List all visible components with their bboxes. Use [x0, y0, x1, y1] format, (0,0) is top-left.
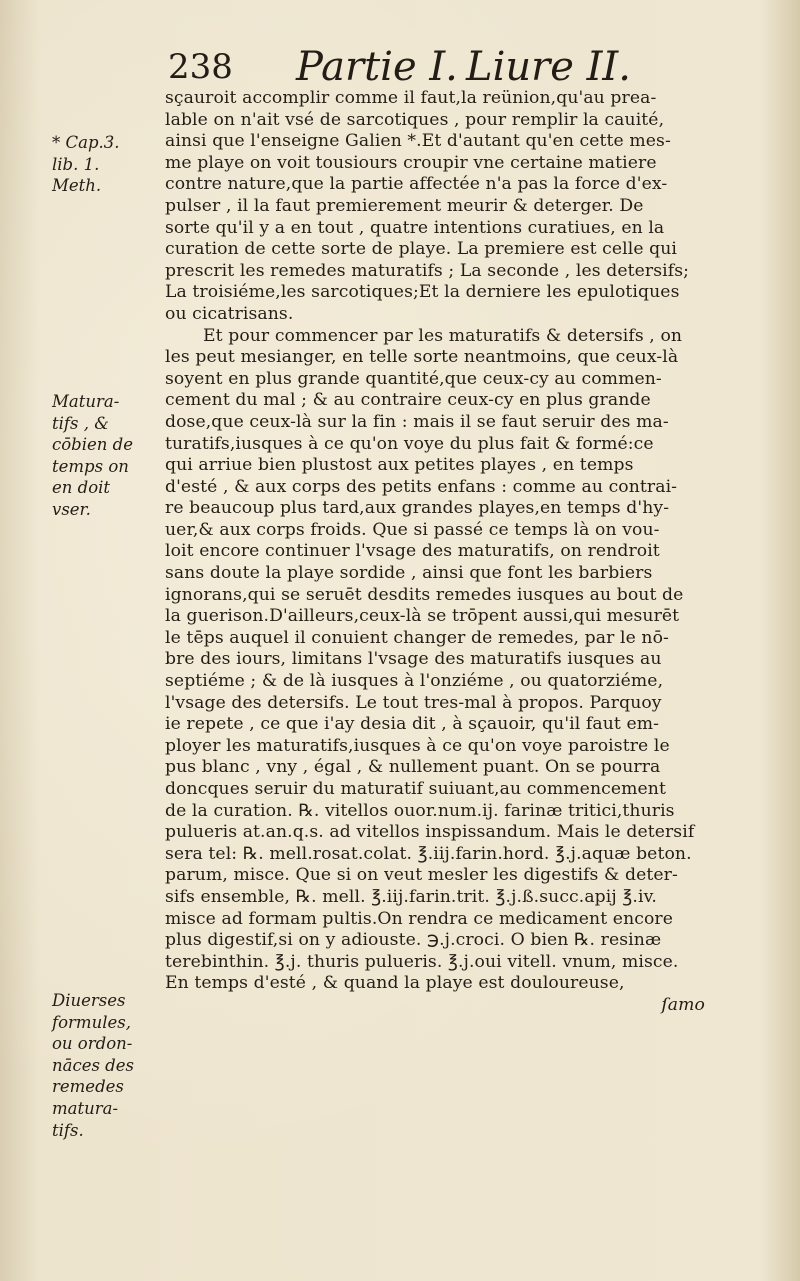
- margin-line: vser.: [52, 499, 91, 519]
- text-line: ainsi que l'enseigne Galien *.Et d'autant qu'en cette mes-: [165, 131, 671, 152]
- text-line: prescrit les remedes maturatifs ; La seconde , les detersifs;: [165, 260, 690, 281]
- text-line: pulueris at.an.q.s. ad vitellos inspissandum. Mais le detersif: [165, 822, 695, 843]
- text-line: ie repete , ce que i'ay desia dit , à sçauoir, qu'il faut em-: [165, 714, 660, 735]
- margin-line: nāces des: [52, 1055, 134, 1075]
- margin-line: Meth.: [52, 176, 102, 196]
- text-line: la guerison.D'ailleurs,ceux-là se trōpent aussi,qui mesurēt: [165, 606, 680, 627]
- running-header: [0, 42, 800, 92]
- text-line: sans doute la playe sordide , ainsi que font les barbiers: [165, 563, 653, 584]
- text-line: lable on n'ait vsé de sarcotiques , pour remplir la cauité,: [165, 109, 665, 130]
- text-line: turatifs,iusques à ce qu'on voye du plus fait & formé:ce: [165, 433, 654, 454]
- text-line: parum, misce. Que si on veut mesler les digestifs & deter-: [165, 865, 678, 886]
- text-line: soyent en plus grande quantité,que ceux-cy au commen-: [165, 368, 662, 389]
- text-line: de la curation. ℞. vitellos ouor.num.ij. farinæ tritici,thuris: [165, 800, 675, 821]
- margin-note-formules: [52, 990, 152, 1141]
- text-line: curation de cette sorte de playe. La premiere est celle qui: [165, 239, 678, 260]
- body-text: [165, 88, 745, 1017]
- margin-line: ou ordon-: [52, 1034, 133, 1054]
- text-line: ployer les maturatifs,iusques à ce qu'on voye paroistre le: [165, 735, 670, 756]
- text-line: sifs ensemble, ℞. mell. ℥.iij.farin.trit. ℥.j.ß.succ.apij ℥.iv.: [165, 886, 657, 907]
- catchword: ſamo: [661, 994, 705, 1015]
- text-line: doncques seruir du maturatif suiuant,au commencement: [165, 779, 666, 799]
- margin-note-maturatifs: [52, 391, 152, 521]
- text-line: dose,que ceux-là sur la fin : mais il se faut seruir des ma-: [165, 411, 669, 432]
- margin-line: formules,: [52, 1012, 131, 1032]
- text-line: septiéme ; & de là iusques à l'onziéme , ou quatorziéme,: [165, 671, 664, 692]
- book-title: Liure II.: [466, 44, 631, 90]
- text-line: La troisiéme,les sarcotiques;Et la derniere les epulotiques: [165, 282, 680, 303]
- page-number: 238: [168, 47, 233, 87]
- margin-line: * Cap.3.: [52, 133, 120, 152]
- margin-line: tifs.: [52, 1120, 84, 1140]
- text-line: bre des iours, limitans l'vsage des maturatifs iusques au: [165, 649, 662, 670]
- margin-line: remedes: [52, 1077, 124, 1097]
- text-line: ignorans,qui se seruēt desdits remedes iusques au bout de: [165, 584, 684, 605]
- text-line: ou cicatrisans.: [165, 303, 294, 324]
- margin-line: Diuerses: [52, 991, 126, 1010]
- text-line: misce ad formam pultis.On rendra ce medicament encore: [165, 908, 674, 929]
- margin-note-galien-ref: [52, 132, 152, 197]
- text-line: terebinthin. ℥.j. thuris pulueris. ℥.j.oui vitell. vnum, misce.: [165, 951, 679, 972]
- text-line: d'esté , & aux corps des petits enfans : comme au contrai-: [165, 476, 678, 497]
- text-line: En temps d'esté , & quand la playe est douloureuse,: [165, 973, 625, 994]
- text-line: loit encore continuer l'vsage des maturatifs, on rendroit: [165, 541, 660, 562]
- text-line: les peut mesianger, en telle sorte neantmoins, que ceux-là: [165, 347, 679, 368]
- margin-line: cōbien de: [52, 435, 133, 455]
- text-line: me playe on voit tousiours croupir vne certaine matiere: [165, 152, 657, 173]
- text-line: sorte qu'il y a en tout , quatre intentions curatiues, en la: [165, 217, 665, 238]
- text-line: contre nature,que la partie affectée n'a pas la force d'ex-: [165, 174, 668, 195]
- text-line: re beaucoup plus tard,aux grandes playes,en temps d'hy-: [165, 498, 670, 519]
- text-line: plus digestif,si on y adiouste. ℈.j.croci. O bien ℞. resinæ: [165, 930, 662, 951]
- text-line: sçauroit accomplir comme il faut,la reünion,qu'au prea-: [165, 88, 657, 108]
- margin-line: tifs , &: [52, 413, 109, 433]
- margin-line: temps on: [52, 456, 129, 476]
- text-line: le tēps auquel il conuient changer de remedes, par le nō-: [165, 627, 669, 648]
- text-line: uer,& aux corps froids. Que si passé ce temps là on vou-: [165, 519, 660, 540]
- text-line: Et pour commencer par les maturatifs & detersifs , on: [203, 325, 683, 346]
- margin-line: en doit: [52, 478, 111, 498]
- text-line: pulser , il la faut premierement meurir & deterger. De: [165, 195, 644, 216]
- text-line: sera tel: ℞. mell.rosat.colat. ℥.iij.farin.hord. ℥.j.aquæ beton.: [165, 843, 692, 864]
- margin-line: matura-: [52, 1098, 119, 1118]
- text-line: l'vsage des detersifs. Le tout tres-mal à propos. Parquoy: [165, 692, 662, 713]
- part-title: Partie I.: [296, 44, 458, 90]
- margin-line: Matura-: [52, 392, 120, 411]
- margin-line: lib. 1.: [52, 154, 100, 174]
- text-line: qui arriue bien plustost aux petites playes , en temps: [165, 455, 634, 476]
- text-line: pus blanc , vny , égal , & nullement puant. On se pourra: [165, 757, 661, 778]
- text-line: cement du mal ; & au contraire ceux-cy en plus grande: [165, 390, 651, 411]
